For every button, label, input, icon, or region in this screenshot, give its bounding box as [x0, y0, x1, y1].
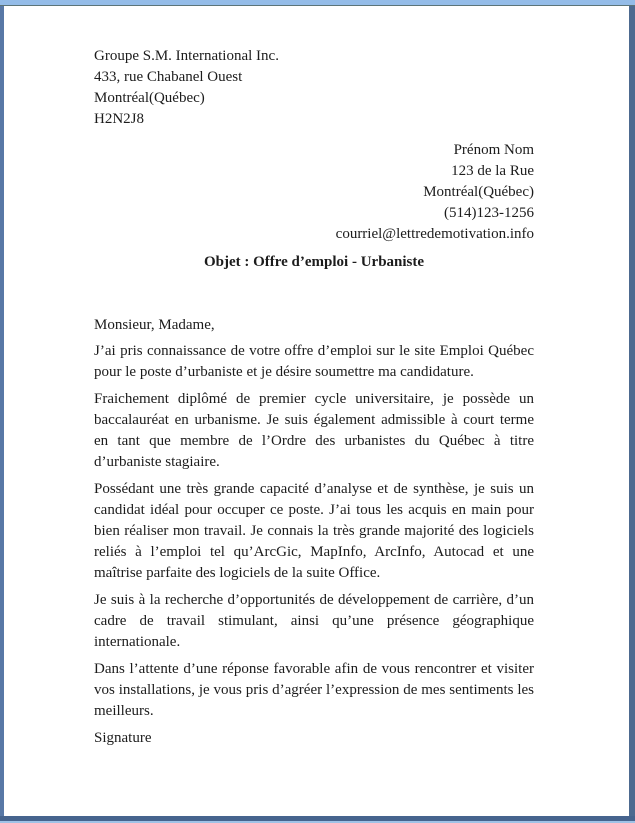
paragraph-education: Fraichement diplômé de premier cycle universitaire, je possède un baccalauréat en urbanisme. Je suis également admissible à court terme en tant que membre de l’Ordre des urbanistes du Québec à titre d’urbaniste stagiaire. — [94, 391, 534, 470]
paragraph-closing: Dans l’attente d’une réponse favorable afin de vous rencontrer et visiter vos installations, je vous pris d’agréer l’expression de mes sentiments les meilleurs. — [94, 661, 534, 719]
page-border-left — [0, 6, 4, 816]
subject-line: Objet : Offre d’emploi - Urbaniste — [203, 254, 425, 270]
sender-city: Montréal(Québec) — [94, 90, 205, 106]
recipient-city: Montréal(Québec) — [423, 184, 534, 200]
sender-street: 433, rue Chabanel Ouest — [94, 69, 243, 85]
salutation: Monsieur, Madame, — [94, 317, 215, 333]
paragraph-introduction: J’ai pris connaissance de votre offre d’emploi sur le site Emploi Québec pour le poste d’urbaniste et je désire soumettre ma candidature. — [94, 343, 534, 380]
sender-postal-code: H2N2J8 — [94, 111, 145, 127]
recipient-email: courriel@lettredemotivation.info — [335, 226, 534, 242]
signature-label: Signature — [94, 730, 152, 746]
recipient-street: 123 de la Rue — [451, 163, 534, 179]
paragraph-skills: Possédant une très grande capacité d’analyse et de synthèse, je suis un candidat idéal pour occuper ce poste. J’ai tous les acquis en main pour bien réaliser mon travail. Je connais la très grande majorité des logiciels reliés à l’emploi tel qu’ArcGic, MapInfo, ArcInfo, Autocad et une maîtrise parfaite des logiciels de la suite Office. — [94, 481, 534, 581]
sender-company-name: Groupe S.M. International Inc. — [94, 48, 279, 64]
paragraph-motivation: Je suis à la recherche d’opportunités de développement de carrière, d’un cadre de travail stimulant, ainsi qu’une présence géographique internationale. — [94, 592, 534, 650]
page-border-top-dark — [0, 5, 635, 6]
sender-address-block — [94, 46, 534, 130]
recipient-phone: (514)123-1256 — [444, 205, 534, 221]
page-border-right — [629, 6, 635, 816]
recipient-address-block — [94, 140, 534, 245]
recipient-name: Prénom Nom — [453, 142, 534, 158]
letter-content — [94, 46, 534, 755]
